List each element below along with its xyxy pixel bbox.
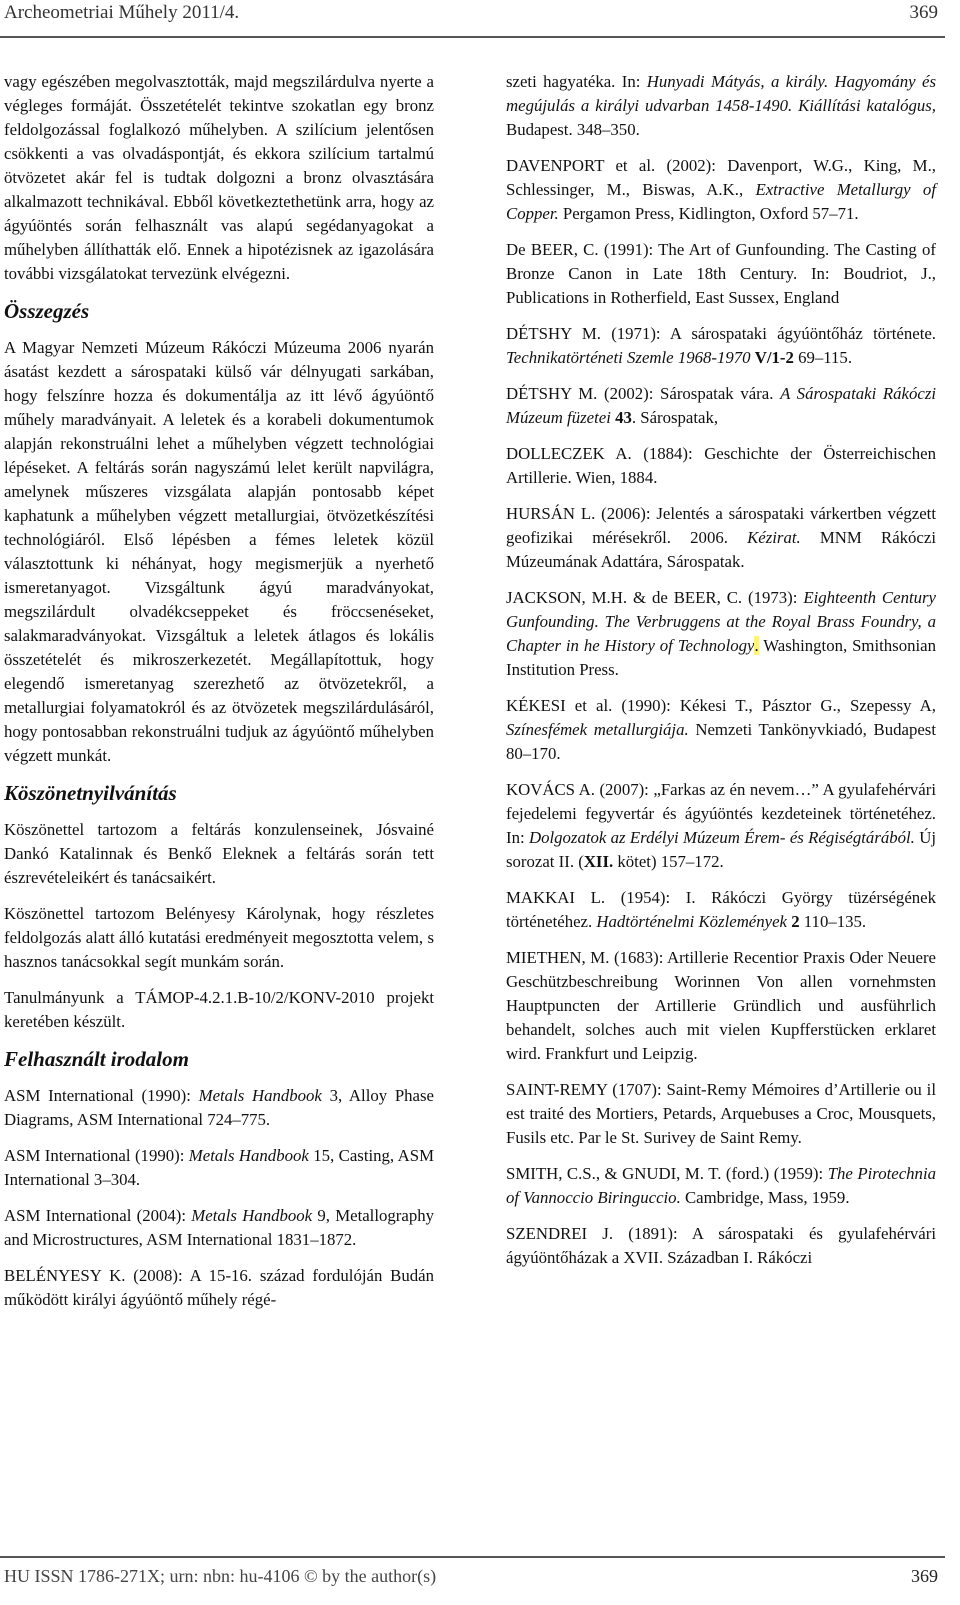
reference-dolleczek: DOLLECZEK A. (1884): Geschichte der Österreichischen Artillerie. Wien, 1884.	[506, 444, 936, 487]
page-number-bottom: 369	[911, 1566, 938, 1586]
paragraph-ack-2: Köszönettel tartozom Belényesy Károlynak, hogy részletes feldolgozás alatt álló kutatási eredményeit megosztotta velem, s hasznos tanácsokkal segít munkám során.	[4, 904, 434, 971]
reference-smith-gnudi: SMITH, C.S., & GNUDI, M. T. (ford.) (1959): The Pirotechnia of Vannoccio Biringuccio. Cambridge, Mass, 1959.	[506, 1164, 936, 1207]
heading-acknowledgements: Köszönetnyilvánítás	[4, 781, 177, 805]
reference-szendrei: SZENDREI J. (1891): A sárospataki és gyulafehérvári ágyúöntőházak a XVII. Században I. Rákóczi	[506, 1224, 936, 1267]
reference-belenyesy-cont: szeti hagyatéka. In: Hunyadi Mátyás, a király. Hagyomány és megújulás a királyi udvarban 1458-1490. Kiállítási katalógus, Budapest. 348–350.	[506, 72, 936, 139]
reference-asm-1990-15: ASM International (1990): Metals Handbook 15, Casting, ASM International 3–304.	[4, 1146, 434, 1189]
right-column	[506, 70, 936, 1282]
header-divider	[0, 36, 945, 38]
reference-kekesi: KÉKESI et al. (1990): Kékesi T., Pásztor G., Szepessy A, Színesfémek metallurgiája. Nemzeti Tankönyvkiadó, Budapest 80–170.	[506, 696, 936, 763]
reference-de-beer: De BEER, C. (1991): The Art of Gunfounding. The Casting of Bronze Canon in Late 18th Century. In: Boudriot, J., Publications in Rotherfield, East Sussex, England	[506, 240, 936, 307]
heading-summary: Összegzés	[4, 299, 90, 323]
footer-divider	[0, 1556, 945, 1558]
running-header	[0, 0, 960, 38]
reference-miethen: MIETHEN, M. (1683): Artillerie Recentior Praxis Oder Neuere Geschützbeschreibung Worinnen Von allen vornehmsten Hauptpuncten der Artillerie Gründlich und ausführlich behandelt, solches auch mit vielen Kupfferstücken erklaret wird. Frankfurt und Leipzig.	[506, 948, 936, 1063]
issn-notice: HU ISSN 1786-271X; urn: nbn: hu-4106 © by the author(s)	[4, 1566, 437, 1586]
reference-jackson: JACKSON, M.H. & de BEER, C. (1973): Eighteenth Century Gunfounding. The Verbruggens at the Royal Brass Foundry, a Chapter in he History of Technology. Washington, Smithsonian Institution Press.	[506, 588, 936, 679]
reference-detshy-2002: DÉTSHY M. (2002): Sárospatak vára. A Sárospataki Rákóczi Múzeum füzetei 43. Sárospatak,	[506, 384, 937, 427]
reference-saint-remy: SAINT-REMY (1707): Saint-Remy Mémoires d’Artillerie ou il est traité des Mortiers, Petards, Arquebuses a Croc, Mousquets, Fusils etc. Par le St. Surivey de Saint Remy.	[506, 1080, 936, 1147]
paragraph-summary: A Magyar Nemzeti Múzeum Rákóczi Múzeuma 2006 nyarán ásatást kezdett a sárospataki külső vár délnyugati sarkában, hogy felszínre hozza és dokumentálja az itt lévő ágyúöntő műhely maradványait. A leletek és a korabeli dokumentumok alapján rekonstruálni lehet a műhelyben végzett technológiai lépéseket. A feltárás során nagyszámú lelet került napvilágra, amelynek műszeres vizsgálata alapján pontosabb képet kaphatunk a műhelyben végzett metallurgiai, ötvözetkészítési technológiáról. Első lépésben a fémes leletek közül választottunk ki néhányat, hogy megismerjük a nyerhető ismeretanyagot. Vizsgáltunk ágyú maradványokat, megszilárdult olvadékcseppeket és fröccsenéseket, salakmaradványokat. Vizsgáltuk a leletek átlagos és lokális összetételét és mikroszerkezetét. Megállapítottuk, hogy elegendő ismeretanyag szerezhető az ötvözetekről, a metallurgiai folyamatokról és az ötvözetek megszilárdulásáról, hogy pontosabban rekonstruálni tudjuk az ágyúöntő műhelyben végzett munkát.	[4, 338, 434, 765]
journal-title: Archeometriai Műhely 2011/4.	[4, 2, 240, 23]
reference-asm-1990-3: ASM International (1990): Metals Handbook 3, Alloy Phase Diagrams, ASM International 724–775.	[4, 1086, 434, 1129]
reference-davenport: DAVENPORT et al. (2002): Davenport, W.G., King, M., Schlessinger, M., Biswas, A.K., Extractive Metallurgy of Copper. Pergamon Press, Kidlington, Oxford 57–71.	[506, 156, 936, 223]
reference-kovacs: KOVÁCS A. (2007): „Farkas az én nevem…” A gyulafehérvári fejedelemi fegyvertár és ágyúöntés kezdeteinek történetéhez. In: Dolgozatok az Erdélyi Múzeum Érem- és Régiségtárából. Új sorozat II. (XII. kötet) 157–172.	[506, 780, 936, 871]
reference-makkai: MAKKAI L. (1954): I. Rákóczi György tüzérségének történetéhez. Hadtörténelmi Közlemények 2 110–135.	[506, 888, 936, 931]
reference-asm-2004-9: ASM International (2004): Metals Handbook 9, Metallography and Microstructures, ASM International 1831–1872.	[4, 1206, 434, 1249]
page-number-top: 369	[909, 2, 938, 23]
heading-references: Felhasznált irodalom	[4, 1047, 189, 1071]
reference-belenyesy: BELÉNYESY K. (2008): A 15-16. század fordulóján Budán működött királyi ágyúöntő műhely régé-	[4, 1266, 434, 1309]
reference-hursan: HURSÁN L. (2006): Jelentés a sárospataki várkertben végzett geofizikai mérésekről. 2006. Kézirat. MNM Rákóczi Múzeumának Adattára, Sárospatak.	[506, 504, 936, 571]
highlight-mark: .	[754, 636, 759, 655]
reference-detshy-1971: DÉTSHY M. (1971): A sárospataki ágyúöntőház története. Technikatörténeti Szemle 1968-1970 V/1-2 69–115.	[506, 324, 936, 367]
paragraph-ack-1: Köszönettel tartozom a feltárás konzulenseinek, Jósvainé Dankó Katalinnak és Benkő Eleknek a feltárás során tett észrevételeikért és tanácsaikért.	[4, 820, 434, 887]
left-column	[4, 70, 434, 1324]
paragraph-conclusion-text: vagy egészében megolvasztották, majd megszilárdulva nyerte a végleges formáját. Összetételét tekintve szokatlan egy bronz feldolgozással foglalkozó műhelyben. A szilícium jelentősen csökkenti a vas olvadáspontját, és ekkora szilícium tartalmú ötvözetet akár fel is tudtak dolgozni a bronz olvasztására alkalmazott technikával. Ebből következtethetünk arra, hogy az ágyúöntés során felhasznált vas alapú segédanyagokat a műhelyben állíthatták elő. Ennek a hipotézisnek az igazolására további vizsgálatokat tervezünk elvégezni.	[4, 72, 434, 283]
paragraph-ack-3: Tanulmányunk a TÁMOP-4.2.1.B-10/2/KONV-2010 projekt keretében készült.	[4, 988, 434, 1031]
